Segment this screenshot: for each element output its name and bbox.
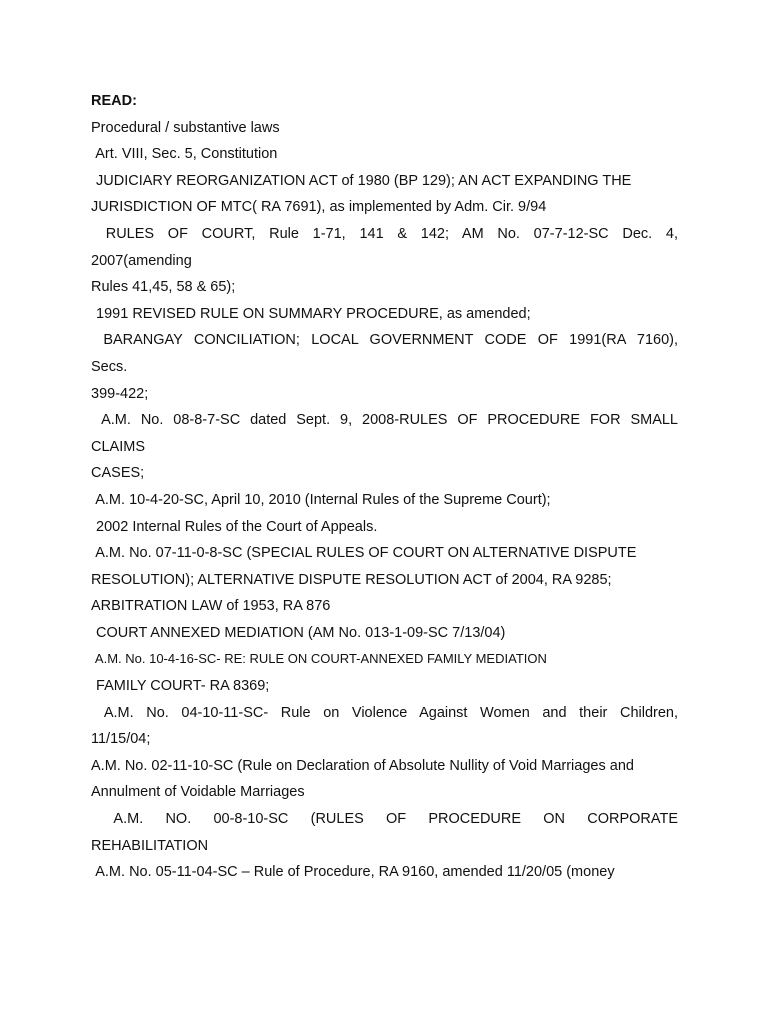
list-item: [91, 540, 678, 567]
list-item-continuation: CASES;: [91, 465, 145, 482]
list-item: [91, 673, 678, 700]
list-item-text: A.M. No. 07-11-0-8-SC (SPECIAL RULES OF COURT ON ALTERNATIVE DISPUTE: [95, 545, 637, 562]
list-item-continuation: 399-422;: [91, 385, 149, 402]
list-item-continuation: Rules 41,45, 58 & 65);: [91, 279, 236, 296]
list-item-text: BARANGAY CONCILIATION; LOCAL GOVERNMENT CODE OF 1991(RA 7160),: [103, 332, 678, 349]
list-item: [91, 859, 678, 886]
list-item-continuation: ARBITRATION LAW of 1953, RA 876: [91, 598, 331, 615]
subheading: Procedural / substantive laws: [91, 119, 280, 136]
list-item-text: Art. VIII, Sec. 5, Constitution: [95, 146, 278, 163]
document-body: [91, 88, 678, 886]
list-item: [91, 141, 678, 168]
list-item-text: A.M. No. 10-4-16-SC- RE: RULE ON COURT-ANNEXED FAMILY MEDIATION: [94, 651, 547, 667]
list-item-continuation: Secs.: [91, 358, 128, 375]
paragraph-line: Annulment of Voidable Marriages: [91, 784, 305, 801]
list-item-continuation: RESOLUTION); ALTERNATIVE DISPUTE RESOLUTION ACT of 2004, RA 9285;: [91, 571, 612, 588]
list-item-text: JUDICIARY REORGANIZATION ACT of 1980 (BP 129); AN ACT EXPANDING THE: [96, 172, 632, 189]
list-item: [91, 168, 678, 195]
list-item-text: A.M. No. 08-8-7-SC dated Sept. 9, 2008-RULES OF PROCEDURE FOR SMALL: [101, 412, 679, 429]
list-item: [91, 221, 678, 248]
list-item: [91, 514, 678, 541]
list-item-text: 1991 REVISED RULE ON SUMMARY PROCEDURE, as amended;: [96, 305, 531, 322]
list-item-continuation: REHABILITATION: [91, 837, 209, 854]
list-item: [91, 407, 678, 434]
list-item: [91, 646, 678, 673]
list-item: [91, 620, 678, 647]
list-item: [91, 301, 678, 328]
paragraph-line: A.M. No. 02-11-10-SC (Rule on Declaration of Absolute Nullity of Void Marriages and: [91, 757, 634, 774]
list-item: [91, 806, 678, 833]
list-item: [91, 487, 678, 514]
list-item-text: A.M. No. 04-10-11-SC- Rule on Violence Against Women and their Children,: [103, 704, 678, 721]
list-item-text: RULES OF COURT, Rule 1-71, 141 & 142; AM No. 07-7-12-SC Dec. 4,: [105, 225, 678, 242]
list-item-text: A.M. No. 05-11-04-SC – Rule of Procedure, RA 9160, amended 11/20/05 (money: [95, 864, 615, 881]
list-item-continuation: CLAIMS: [91, 438, 145, 455]
list-item-continuation: JURISDICTION OF MTC( RA 7691), as implemented by Adm. Cir. 9/94: [91, 199, 547, 216]
list-item-text: A.M. 10-4-20-SC, April 10, 2010 (Internal Rules of the Supreme Court);: [95, 491, 551, 508]
list-item: [91, 700, 678, 727]
list-item-text: 2002 Internal Rules of the Court of Appeals.: [96, 518, 378, 535]
list-item-continuation: 11/15/04;: [91, 731, 151, 748]
read-heading: READ:: [91, 93, 137, 109]
list-item-continuation: 2007(amending: [91, 252, 192, 269]
list-item: [91, 327, 678, 354]
list-item-text: COURT ANNEXED MEDIATION (AM No. 013-1-09-SC 7/13/04): [96, 624, 506, 641]
list-item-text: A.M. NO. 00-8-10-SC (RULES OF PROCEDURE ON CORPORATE: [113, 811, 678, 828]
list-item-text: FAMILY COURT- RA 8369;: [96, 678, 270, 695]
